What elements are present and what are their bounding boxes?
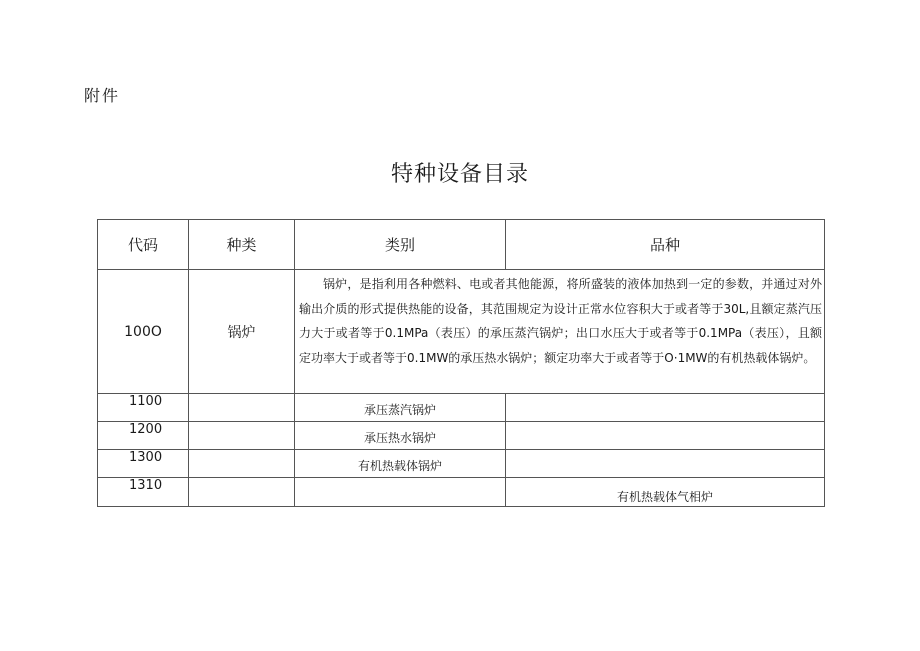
table-row bbox=[98, 478, 825, 507]
row-variety bbox=[506, 450, 825, 478]
table-row bbox=[98, 450, 825, 478]
row-kind bbox=[189, 450, 295, 478]
table-row bbox=[98, 422, 825, 450]
row-code: 1200 bbox=[98, 422, 189, 450]
header-kind: 种类 bbox=[189, 220, 295, 270]
row-variety: 有机热载体气相炉 bbox=[506, 478, 825, 507]
header-category: 类别 bbox=[295, 220, 506, 270]
boiler-kind: 锅炉 bbox=[189, 270, 295, 394]
equipment-catalog-table bbox=[97, 219, 825, 507]
row-variety bbox=[506, 394, 825, 422]
document-title: 特种设备目录 bbox=[390, 162, 529, 187]
table-header-row bbox=[98, 220, 825, 270]
header-code: 代码 bbox=[98, 220, 189, 270]
boiler-code: 100O bbox=[98, 270, 189, 394]
row-kind bbox=[189, 394, 295, 422]
table-row bbox=[98, 394, 825, 422]
row-kind bbox=[189, 422, 295, 450]
attachment-label: 附件 bbox=[84, 86, 121, 105]
row-code: 1310 bbox=[98, 478, 189, 507]
row-category: 有机热载体锅炉 bbox=[295, 450, 506, 478]
table-row-boiler bbox=[98, 270, 825, 394]
row-category: 承压蒸汽锅炉 bbox=[295, 394, 506, 422]
header-variety: 品种 bbox=[506, 220, 825, 270]
row-category: 承压热水锅炉 bbox=[295, 422, 506, 450]
row-variety bbox=[506, 422, 825, 450]
row-code: 1300 bbox=[98, 450, 189, 478]
boiler-description: 锅炉，是指利用各种燃料、电或者其他能源，将所盛装的液体加热到一定的参数，并通过对外输出介质的形式提供热能的设备，其范围规定为设计正常水位容积大于或者等于30L,且额定蒸汽压力大于或者等于0.1MPa（表压）的承压蒸汽锅炉；出口水压大于或者等于0.1MPa（表压），且额定功率大于或者等于0.1MW的承压热水锅炉；额定功率大于或者等于O·1MW的有机热载体锅炉。 bbox=[295, 270, 825, 394]
row-kind bbox=[189, 478, 295, 507]
row-code: 1100 bbox=[98, 394, 189, 422]
row-category bbox=[295, 478, 506, 507]
